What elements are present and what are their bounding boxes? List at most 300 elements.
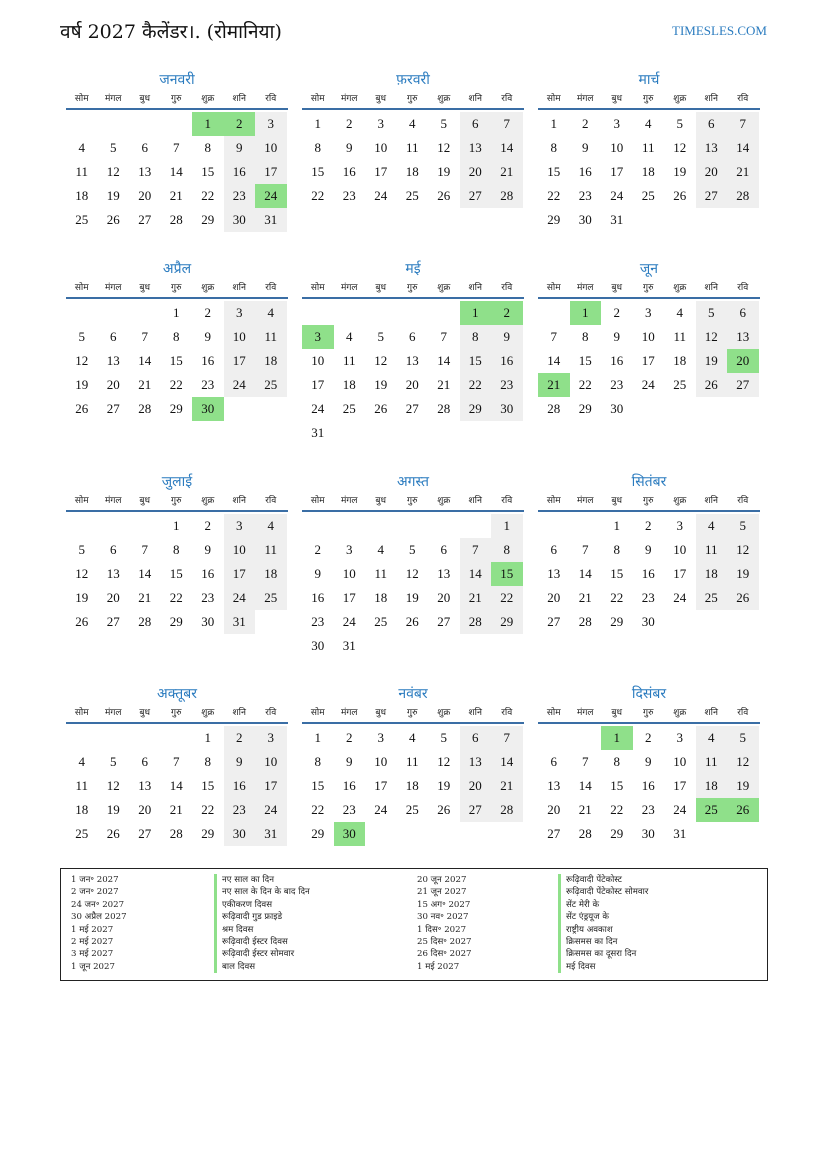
- day-cell: 5: [440, 730, 447, 745]
- day-cell: 30: [311, 638, 325, 653]
- day-cell: 29: [201, 826, 215, 841]
- day-cell: 1: [173, 305, 180, 320]
- day-cell: 27: [106, 401, 120, 416]
- day-cell: 4: [78, 754, 85, 769]
- day-cell: 14: [547, 353, 561, 368]
- weekday-header: [302, 279, 524, 299]
- day-cell: 25: [255, 373, 287, 397]
- empty-cell: [129, 726, 161, 750]
- weekday-label: बुध: [611, 708, 623, 718]
- day-cell: 17: [311, 377, 325, 392]
- day-cell: 12: [437, 754, 451, 769]
- day-cell: 21: [169, 188, 183, 203]
- day-cell: 30: [578, 212, 592, 227]
- day-cell: 25: [342, 401, 356, 416]
- day-cell: 12: [75, 353, 89, 368]
- day-cell: 12: [727, 538, 759, 562]
- day-cell: 18: [696, 562, 728, 586]
- day-cell: 8: [314, 754, 321, 769]
- day-cell: 7: [582, 754, 589, 769]
- weekday-label: शनि: [232, 283, 246, 293]
- day-cell: 20: [460, 160, 492, 184]
- holiday-day-cell: 25: [696, 798, 728, 822]
- weekday-label: मंगल: [104, 496, 122, 506]
- weekday-header: [302, 492, 524, 512]
- day-cell: 31: [673, 826, 687, 841]
- weekday-label: बुध: [611, 496, 623, 506]
- weekday-label: गुरु: [171, 496, 182, 506]
- weekday-label: सोम: [74, 496, 89, 506]
- day-cell: 16: [641, 566, 655, 581]
- weekday-label: शुक्र: [201, 496, 215, 506]
- day-cell: 3: [346, 542, 353, 557]
- day-cell: 9: [582, 140, 589, 155]
- day-cell: 26: [106, 826, 120, 841]
- day-cell: 10: [342, 566, 356, 581]
- day-cell: 10: [255, 750, 287, 774]
- day-cell: 28: [138, 401, 152, 416]
- empty-cell: [538, 514, 570, 538]
- weekday-label: शनि: [468, 283, 482, 293]
- month-2: [302, 70, 524, 208]
- day-cell: 13: [138, 164, 152, 179]
- weekday-label: गुरु: [171, 94, 182, 104]
- day-cell: 25: [255, 586, 287, 610]
- empty-cell: [365, 301, 397, 325]
- day-cell: 25: [75, 826, 89, 841]
- day-cell: 15: [311, 778, 325, 793]
- day-cell: 10: [374, 754, 388, 769]
- day-cell: 19: [727, 562, 759, 586]
- day-cell: 17: [673, 778, 687, 793]
- holiday-list: [60, 868, 768, 981]
- site-link[interactable]: TIMESLES.COM: [672, 23, 767, 38]
- day-cell: 13: [547, 778, 561, 793]
- day-cell: 24: [610, 188, 624, 203]
- month-title: जून: [639, 261, 659, 277]
- day-cell: 27: [460, 184, 492, 208]
- day-cell: 18: [405, 778, 419, 793]
- empty-cell: [66, 726, 98, 750]
- month-title: मई: [405, 261, 421, 277]
- day-cell: 29: [578, 401, 592, 416]
- day-cell: 22: [169, 377, 183, 392]
- month-title: फ़रवरी: [396, 72, 430, 88]
- empty-cell: [334, 514, 366, 538]
- day-cell: 1: [173, 518, 180, 533]
- day-cell: 28: [491, 184, 523, 208]
- day-cell: 16: [201, 353, 215, 368]
- day-cell: 15: [169, 353, 183, 368]
- day-cell: 21: [491, 160, 523, 184]
- day-cell: 16: [578, 164, 592, 179]
- weekday-label: रवि: [265, 94, 277, 104]
- day-cell: 7: [173, 140, 180, 155]
- weekday-label: शुक्र: [673, 496, 687, 506]
- weekday-label: मंगल: [104, 283, 122, 293]
- weekday-label: बुध: [611, 283, 623, 293]
- day-cell: 7: [440, 329, 447, 344]
- holiday-day-cell: 15: [491, 562, 523, 586]
- holiday-date: 1 मई 2027: [417, 961, 460, 972]
- day-cell: 8: [314, 140, 321, 155]
- day-cell: 27: [437, 614, 451, 629]
- weekday-label: गुरु: [643, 283, 654, 293]
- weekday-label: शनि: [232, 496, 246, 506]
- day-cell: 20: [460, 774, 492, 798]
- day-cell: 9: [204, 329, 211, 344]
- day-cell: 1: [613, 518, 620, 533]
- day-cell: 7: [173, 754, 180, 769]
- day-grid: [302, 112, 524, 208]
- day-cell: 16: [342, 778, 356, 793]
- day-cell: 19: [405, 590, 419, 605]
- month-title: जुलाई: [161, 474, 193, 490]
- day-cell: 24: [374, 188, 388, 203]
- holiday-name: मई दिवस: [558, 961, 648, 973]
- weekday-label: मंगल: [104, 94, 122, 104]
- empty-cell: [66, 301, 98, 325]
- weekday-label: मंगल: [340, 283, 358, 293]
- day-cell: 10: [224, 538, 256, 562]
- day-cell: 16: [641, 778, 655, 793]
- holiday-date: 30 अप्रैल 2027: [71, 912, 127, 923]
- day-cell: 23: [641, 802, 655, 817]
- weekday-label: सोम: [310, 94, 325, 104]
- month-title: मार्च: [638, 72, 660, 88]
- holiday-day-cell: 1: [192, 112, 224, 136]
- day-cell: 24: [673, 802, 687, 817]
- month-11: [302, 684, 524, 846]
- day-cell: 7: [491, 112, 523, 136]
- weekday-label: शुक्र: [201, 283, 215, 293]
- day-cell: 15: [201, 778, 215, 793]
- day-cell: 2: [204, 305, 211, 320]
- day-cell: 27: [727, 373, 759, 397]
- empty-cell: [538, 301, 570, 325]
- day-cell: 26: [75, 614, 89, 629]
- day-cell: 17: [610, 164, 624, 179]
- day-cell: 30: [641, 826, 655, 841]
- day-cell: 20: [106, 377, 120, 392]
- day-cell: 11: [696, 538, 728, 562]
- weekday-label: बुध: [375, 496, 387, 506]
- day-cell: 16: [311, 590, 325, 605]
- month-title: नवंबर: [398, 686, 428, 702]
- day-cell: 9: [346, 754, 353, 769]
- day-cell: 15: [201, 164, 215, 179]
- weekday-label: गुरु: [171, 708, 182, 718]
- day-cell: 8: [173, 329, 180, 344]
- day-cell: 17: [673, 566, 687, 581]
- day-cell: 20: [547, 590, 561, 605]
- day-cell: 31: [311, 425, 325, 440]
- day-cell: 25: [696, 586, 728, 610]
- weekday-label: बुध: [139, 94, 151, 104]
- holiday-date: 1 जन॰ 2027: [71, 875, 119, 885]
- day-cell: 26: [727, 586, 759, 610]
- day-cell: 15: [169, 566, 183, 581]
- day-cell: 30: [224, 822, 256, 846]
- day-cell: 20: [138, 188, 152, 203]
- month-title: सितंबर: [631, 474, 667, 490]
- day-cell: 29: [610, 826, 624, 841]
- weekday-label: सोम: [546, 283, 561, 293]
- weekday-label: शुक्र: [437, 496, 451, 506]
- day-cell: 2: [613, 305, 620, 320]
- day-cell: 25: [405, 188, 419, 203]
- holiday-day-cell: 2: [224, 112, 256, 136]
- weekday-label: रवि: [737, 94, 749, 104]
- day-cell: 14: [437, 353, 451, 368]
- day-cell: 24: [224, 373, 256, 397]
- day-cell: 5: [409, 542, 416, 557]
- holiday-name: श्रम दिवस: [214, 924, 310, 936]
- holiday-dates-col-1: [71, 874, 127, 973]
- holiday-name: बाल दिवस: [214, 961, 310, 973]
- day-cell: 19: [437, 778, 451, 793]
- empty-cell: [302, 301, 334, 325]
- weekday-label: रवि: [265, 496, 277, 506]
- day-cell: 31: [255, 822, 287, 846]
- month-title: अक्तूबर: [157, 686, 197, 702]
- weekday-label: मंगल: [576, 708, 594, 718]
- day-cell: 19: [106, 802, 120, 817]
- day-cell: 18: [673, 353, 687, 368]
- page-title: वर्ष 2027 कैलेंडर।. (रोमानिया): [60, 21, 282, 43]
- day-cell: 31: [342, 638, 356, 653]
- day-cell: 30: [641, 614, 655, 629]
- day-cell: 3: [255, 112, 287, 136]
- day-cell: 30: [201, 614, 215, 629]
- day-cell: 5: [696, 301, 728, 325]
- day-cell: 26: [437, 188, 451, 203]
- day-cell: 7: [727, 112, 759, 136]
- day-cell: 26: [106, 212, 120, 227]
- day-cell: 9: [613, 329, 620, 344]
- day-cell: 21: [169, 802, 183, 817]
- day-cell: 6: [440, 542, 447, 557]
- day-cell: 6: [460, 726, 492, 750]
- day-cell: 22: [491, 586, 523, 610]
- weekday-label: रवि: [265, 283, 277, 293]
- day-cell: 10: [673, 754, 687, 769]
- day-cell: 17: [342, 590, 356, 605]
- day-cell: 18: [405, 164, 419, 179]
- weekday-label: गुरु: [407, 496, 418, 506]
- weekday-header: [538, 492, 760, 512]
- day-cell: 6: [460, 112, 492, 136]
- day-cell: 24: [374, 802, 388, 817]
- weekday-header: [302, 90, 524, 110]
- day-cell: 22: [578, 377, 592, 392]
- day-cell: 25: [641, 188, 655, 203]
- day-cell: 30: [224, 208, 256, 232]
- empty-cell: [428, 514, 460, 538]
- day-cell: 19: [75, 590, 89, 605]
- day-cell: 9: [224, 136, 256, 160]
- day-cell: 14: [491, 136, 523, 160]
- day-cell: 20: [405, 377, 419, 392]
- day-cell: 4: [645, 116, 652, 131]
- holiday-date: 26 दिस॰ 2027: [417, 949, 472, 960]
- day-cell: 4: [409, 116, 416, 131]
- day-cell: 28: [578, 614, 592, 629]
- day-cell: 27: [106, 614, 120, 629]
- day-cell: 10: [610, 140, 624, 155]
- day-grid: [302, 514, 524, 658]
- holiday-names-col-1: [214, 874, 310, 973]
- holiday-day-cell: 21: [538, 373, 570, 397]
- day-cell: 17: [255, 774, 287, 798]
- empty-cell: [66, 112, 98, 136]
- weekday-label: सोम: [546, 708, 561, 718]
- weekday-label: सोम: [74, 283, 89, 293]
- holiday-name: रूढ़िवादी गुड फ्राइडे: [214, 911, 310, 923]
- holiday-name: राष्ट्रीय अवकाश: [558, 924, 648, 936]
- day-cell: 21: [578, 590, 592, 605]
- month-5: [302, 259, 524, 445]
- day-cell: 11: [405, 754, 419, 769]
- day-cell: 17: [255, 160, 287, 184]
- day-cell: 20: [106, 590, 120, 605]
- day-cell: 23: [224, 184, 256, 208]
- holiday-name: नए साल का दिन: [214, 874, 310, 886]
- day-cell: 11: [75, 164, 89, 179]
- day-grid: [538, 726, 760, 846]
- day-cell: 12: [75, 566, 89, 581]
- day-cell: 11: [255, 538, 287, 562]
- day-cell: 20: [547, 802, 561, 817]
- weekday-label: रवि: [501, 496, 513, 506]
- weekday-header: [538, 279, 760, 299]
- month-4: [66, 259, 288, 421]
- day-cell: 4: [409, 730, 416, 745]
- month-6: [538, 259, 760, 421]
- day-grid: [66, 726, 288, 846]
- weekday-label: गुरु: [643, 708, 654, 718]
- day-cell: 8: [204, 754, 211, 769]
- day-cell: 4: [255, 514, 287, 538]
- holiday-day-cell: 24: [255, 184, 287, 208]
- month-title: अप्रैल: [162, 261, 192, 277]
- day-cell: 2: [346, 116, 353, 131]
- day-cell: 19: [673, 164, 687, 179]
- holiday-date: 21 जून 2027: [417, 887, 467, 898]
- holiday-date: 30 नव॰ 2027: [417, 912, 469, 923]
- day-cell: 3: [255, 726, 287, 750]
- weekday-label: गुरु: [407, 708, 418, 718]
- empty-cell: [129, 514, 161, 538]
- empty-cell: [365, 514, 397, 538]
- day-cell: 8: [173, 542, 180, 557]
- day-cell: 7: [141, 542, 148, 557]
- weekday-label: मंगल: [576, 496, 594, 506]
- day-cell: 17: [374, 164, 388, 179]
- weekday-label: गुरु: [407, 283, 418, 293]
- weekday-label: शनि: [704, 94, 718, 104]
- day-cell: 5: [440, 116, 447, 131]
- day-cell: 3: [645, 305, 652, 320]
- day-cell: 26: [75, 401, 89, 416]
- day-cell: 10: [673, 542, 687, 557]
- weekday-label: मंगल: [576, 94, 594, 104]
- day-cell: 6: [110, 329, 117, 344]
- holiday-day-cell: 1: [460, 301, 492, 325]
- day-cell: 8: [491, 538, 523, 562]
- weekday-label: रवि: [501, 283, 513, 293]
- day-cell: 6: [550, 754, 557, 769]
- day-cell: 11: [673, 329, 687, 344]
- day-cell: 17: [374, 778, 388, 793]
- empty-cell: [66, 514, 98, 538]
- weekday-label: सोम: [310, 708, 325, 718]
- holiday-day-cell: 2: [491, 301, 523, 325]
- day-cell: 2: [224, 726, 256, 750]
- day-cell: 30: [491, 397, 523, 421]
- day-cell: 9: [346, 140, 353, 155]
- weekday-label: गुरु: [407, 94, 418, 104]
- holiday-day-cell: 1: [601, 726, 633, 750]
- day-cell: 11: [696, 750, 728, 774]
- day-cell: 16: [224, 160, 256, 184]
- day-cell: 28: [437, 401, 451, 416]
- day-cell: 12: [673, 140, 687, 155]
- day-cell: 18: [255, 562, 287, 586]
- day-cell: 1: [314, 116, 321, 131]
- day-cell: 8: [550, 140, 557, 155]
- month-9: [538, 472, 760, 634]
- day-cell: 6: [141, 754, 148, 769]
- day-cell: 3: [676, 730, 683, 745]
- day-grid: [66, 514, 288, 634]
- day-cell: 22: [201, 802, 215, 817]
- holiday-name: रूढ़िवादी ईस्टर सोमवार: [214, 948, 310, 960]
- day-cell: 27: [405, 401, 419, 416]
- day-cell: 3: [613, 116, 620, 131]
- day-cell: 22: [311, 188, 325, 203]
- day-cell: 19: [696, 349, 728, 373]
- weekday-label: बुध: [375, 708, 387, 718]
- holiday-day-cell: 1: [570, 301, 602, 325]
- day-cell: 15: [547, 164, 561, 179]
- day-cell: 14: [578, 778, 592, 793]
- day-cell: 27: [138, 826, 152, 841]
- weekday-label: बुध: [139, 283, 151, 293]
- day-cell: 29: [610, 614, 624, 629]
- day-cell: 5: [727, 726, 759, 750]
- day-cell: 17: [641, 353, 655, 368]
- day-cell: 23: [342, 188, 356, 203]
- day-cell: 31: [610, 212, 624, 227]
- day-cell: 9: [645, 754, 652, 769]
- weekday-label: गुरु: [643, 496, 654, 506]
- holiday-day-cell: 26: [727, 798, 759, 822]
- day-cell: 8: [582, 329, 589, 344]
- weekday-header: [538, 90, 760, 110]
- holiday-date: 25 दिस॰ 2027: [417, 936, 472, 947]
- day-cell: 18: [342, 377, 356, 392]
- day-cell: 22: [311, 802, 325, 817]
- day-cell: 8: [613, 754, 620, 769]
- day-cell: 11: [255, 325, 287, 349]
- holiday-date: 3 मई 2027: [71, 949, 114, 960]
- day-cell: 12: [374, 353, 388, 368]
- day-cell: 2: [346, 730, 353, 745]
- day-cell: 5: [676, 116, 683, 131]
- day-cell: 22: [610, 590, 624, 605]
- day-cell: 25: [374, 614, 388, 629]
